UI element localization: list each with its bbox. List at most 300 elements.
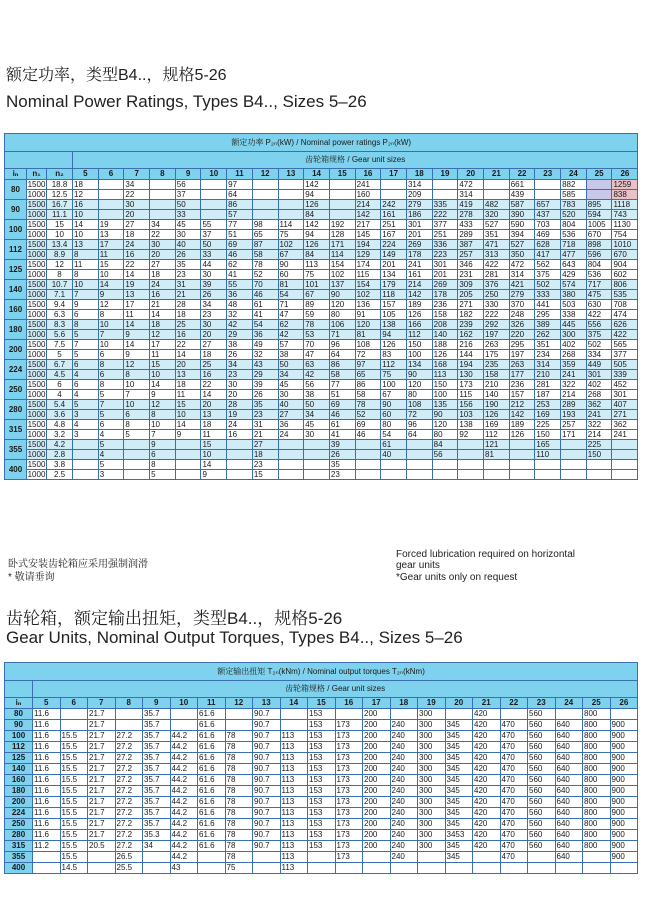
- ratio-cell: 355: [5, 440, 27, 460]
- size-header: 8: [115, 698, 143, 709]
- value-cell: 8: [150, 410, 176, 420]
- value-cell: [484, 180, 510, 190]
- value-cell: [381, 460, 407, 470]
- value-cell: 173: [458, 380, 484, 390]
- value-cell: 241: [406, 260, 432, 270]
- value-cell: 407: [612, 400, 638, 410]
- value-cell: 81: [484, 450, 510, 460]
- value-cell: 263: [509, 360, 535, 370]
- value-cell: [381, 180, 407, 190]
- value-cell: 437: [535, 210, 561, 220]
- value-cell: 15.5: [60, 808, 88, 819]
- value-cell: 7: [98, 330, 124, 340]
- value-cell: 234: [535, 350, 561, 360]
- value-cell: 13: [175, 370, 201, 380]
- value-cell: 43: [252, 360, 278, 370]
- value-cell: 22: [124, 260, 150, 270]
- value-cell: 640: [555, 731, 583, 742]
- section2-title-en: Gear Units, Nominal Output Torques, Types B4.., Sizes 5–26: [6, 628, 463, 647]
- value-cell: 9: [201, 470, 227, 480]
- value-cell: 743: [612, 210, 638, 220]
- value-cell: 45: [304, 420, 330, 430]
- value-cell: 289: [458, 230, 484, 240]
- value-cell: [278, 470, 304, 480]
- value-cell: 173: [335, 852, 363, 863]
- value-cell: 8: [150, 460, 176, 470]
- value-cell: 300: [418, 797, 446, 808]
- value-cell: 115: [355, 270, 381, 280]
- value-cell: 61.6: [198, 742, 226, 753]
- value-cell: 420: [473, 753, 501, 764]
- value-cell: [329, 190, 355, 200]
- value-cell: 470: [500, 819, 528, 830]
- value-cell: 16: [175, 330, 201, 340]
- ratio-cell: 355: [5, 852, 33, 863]
- value-cell: 67: [278, 250, 304, 260]
- n2-cell: 8.3: [47, 320, 73, 330]
- value-cell: 241: [612, 430, 638, 440]
- value-cell: 169: [484, 420, 510, 430]
- value-cell: [115, 720, 143, 731]
- table-header-label: 额定功率 P₂ₙ(kW) / Nominal power ratings P₂ₙ(kW): [5, 134, 638, 152]
- value-cell: 240: [390, 720, 418, 731]
- size-header: 21: [484, 169, 510, 180]
- value-cell: 114: [278, 220, 304, 230]
- value-cell: [329, 210, 355, 220]
- value-cell: 718: [561, 240, 587, 250]
- n2-cell: 18.8: [47, 180, 73, 190]
- value-cell: 102: [355, 290, 381, 300]
- value-cell: 6: [73, 380, 99, 390]
- ratio-cell: 280: [5, 400, 27, 420]
- value-cell: 9: [150, 440, 176, 450]
- value-cell: 97: [355, 360, 381, 370]
- value-cell: [390, 863, 418, 874]
- size-header: 14: [304, 169, 330, 180]
- ratio-cell: 125: [5, 753, 33, 764]
- value-cell: [227, 450, 253, 460]
- value-cell: 27.2: [115, 819, 143, 830]
- value-cell: 240: [390, 786, 418, 797]
- value-cell: [124, 450, 150, 460]
- value-cell: 15: [201, 440, 227, 450]
- value-cell: 20: [150, 250, 176, 260]
- value-cell: 472: [458, 180, 484, 190]
- column-header: iₙ: [5, 169, 27, 180]
- value-cell: 61.6: [198, 709, 226, 720]
- value-cell: 300: [418, 709, 446, 720]
- value-cell: [509, 450, 535, 460]
- value-cell: [363, 852, 391, 863]
- value-cell: 113: [280, 808, 308, 819]
- value-cell: 78: [225, 753, 253, 764]
- value-cell: 800: [583, 775, 611, 786]
- value-cell: 210: [484, 380, 510, 390]
- value-cell: [363, 863, 391, 874]
- value-cell: 9: [98, 290, 124, 300]
- n1-cell: 1500: [27, 179, 46, 189]
- n1-cell: 1500: [27, 239, 46, 249]
- n2-cell: 15: [47, 220, 73, 230]
- value-cell: 27.2: [115, 753, 143, 764]
- value-cell: 482: [484, 200, 510, 210]
- value-cell: 112: [406, 330, 432, 340]
- value-cell: 11.6: [33, 786, 61, 797]
- value-cell: 134: [406, 360, 432, 370]
- value-cell: [201, 180, 227, 190]
- value-cell: 46: [252, 290, 278, 300]
- ratio-cell: 160: [5, 300, 27, 320]
- value-cell: 19: [98, 220, 124, 230]
- value-cell: 81: [355, 330, 381, 340]
- value-cell: 23: [252, 460, 278, 470]
- value-cell: [88, 852, 116, 863]
- value-cell: 40: [278, 400, 304, 410]
- value-cell: 100: [432, 390, 458, 400]
- n1-cell: 1000: [27, 349, 46, 359]
- value-cell: 15.5: [60, 753, 88, 764]
- value-cell: 150: [432, 380, 458, 390]
- value-cell: 78: [225, 742, 253, 753]
- value-cell: 72: [406, 410, 432, 420]
- value-cell: 37: [201, 230, 227, 240]
- value-cell: 61.6: [198, 830, 226, 841]
- value-cell: [473, 852, 501, 863]
- value-cell: 14: [150, 310, 176, 320]
- value-cell: 900: [610, 764, 638, 775]
- column-header: iₙ: [5, 698, 33, 709]
- value-cell: 14: [175, 420, 201, 430]
- value-cell: 192: [329, 220, 355, 230]
- value-cell: 222: [484, 310, 510, 320]
- value-cell: 90: [329, 290, 355, 300]
- value-cell: 241: [561, 370, 587, 380]
- value-cell: 560: [528, 830, 556, 841]
- value-cell: 560: [528, 775, 556, 786]
- value-cell: 309: [458, 280, 484, 290]
- value-cell: 178: [432, 290, 458, 300]
- size-header: 13: [253, 698, 281, 709]
- size-header: 5: [33, 698, 61, 709]
- value-cell: 26: [227, 350, 253, 360]
- value-cell: 241: [586, 410, 612, 420]
- value-cell: 90.7: [253, 753, 281, 764]
- value-cell: 34: [278, 370, 304, 380]
- value-cell: 333: [535, 290, 561, 300]
- value-cell: 11: [201, 430, 227, 440]
- value-cell: 3: [98, 470, 124, 480]
- value-cell: 251: [432, 230, 458, 240]
- value-cell: 55: [227, 280, 253, 290]
- value-cell: 20: [201, 400, 227, 410]
- value-cell: 78: [225, 775, 253, 786]
- size-header: 18: [406, 169, 432, 180]
- value-cell: 165: [535, 440, 561, 450]
- value-cell: 370: [509, 300, 535, 310]
- value-cell: 214: [561, 390, 587, 400]
- n2-cell: 5.6: [47, 330, 73, 340]
- ratio-cell: 90: [5, 200, 27, 220]
- value-cell: 149: [381, 250, 407, 260]
- value-cell: 292: [484, 320, 510, 330]
- value-cell: 142: [304, 180, 330, 190]
- value-cell: 300: [561, 330, 587, 340]
- value-cell: 11: [175, 390, 201, 400]
- size-header: 26: [612, 169, 638, 180]
- value-cell: 420: [473, 775, 501, 786]
- value-cell: 25.5: [115, 863, 143, 874]
- value-cell: 402: [561, 340, 587, 350]
- value-cell: [528, 852, 556, 863]
- value-cell: 21.7: [88, 731, 116, 742]
- value-cell: 295: [509, 340, 535, 350]
- value-cell: 289: [561, 400, 587, 410]
- value-cell: 14: [124, 340, 150, 350]
- value-cell: 263: [484, 340, 510, 350]
- value-cell: 15: [98, 260, 124, 270]
- value-cell: 90.7: [253, 764, 281, 775]
- value-cell: [280, 720, 308, 731]
- value-cell: [98, 180, 124, 190]
- value-cell: 470: [500, 786, 528, 797]
- value-cell: 11.6: [33, 797, 61, 808]
- value-cell: 41: [227, 270, 253, 280]
- value-cell: [528, 863, 556, 874]
- value-cell: 10: [73, 210, 99, 220]
- value-cell: 640: [555, 720, 583, 731]
- value-cell: 661: [509, 180, 535, 190]
- note-en-forced-lubrication: Forced lubrication required on horizontal gear units: [396, 549, 575, 571]
- value-cell: 120: [432, 420, 458, 430]
- value-cell: [561, 470, 587, 480]
- value-cell: 136: [355, 300, 381, 310]
- value-cell: [308, 863, 336, 874]
- value-cell: 339: [612, 370, 638, 380]
- value-cell: [278, 180, 304, 190]
- size-header: 6: [60, 698, 88, 709]
- value-cell: 420: [473, 764, 501, 775]
- table-row: [5, 852, 638, 863]
- value-cell: 194: [355, 240, 381, 250]
- value-cell: 14: [201, 390, 227, 400]
- n1-cell: 1500: [27, 219, 46, 229]
- value-cell: 75: [278, 230, 304, 240]
- value-cell: [225, 720, 253, 731]
- value-cell: 173: [335, 753, 363, 764]
- value-cell: [252, 200, 278, 210]
- size-header: 23: [528, 698, 556, 709]
- value-cell: 106: [329, 320, 355, 330]
- value-cell: 882: [561, 180, 587, 190]
- ratio-cell: 112: [5, 240, 27, 260]
- table-row: [5, 420, 638, 430]
- value-cell: [150, 190, 176, 200]
- value-cell: 1010: [612, 240, 638, 250]
- value-cell: 35.7: [143, 797, 171, 808]
- size-header: 22: [500, 698, 528, 709]
- value-cell: [445, 709, 473, 720]
- value-cell: 16: [150, 290, 176, 300]
- value-cell: 65: [355, 370, 381, 380]
- value-cell: 201: [381, 260, 407, 270]
- value-cell: 212: [509, 400, 535, 410]
- value-cell: 126: [484, 410, 510, 420]
- value-cell: 153: [308, 830, 336, 841]
- value-cell: [253, 863, 281, 874]
- value-cell: 134: [381, 270, 407, 280]
- value-cell: 44.2: [170, 731, 198, 742]
- value-cell: 300: [418, 830, 446, 841]
- value-cell: 113: [432, 370, 458, 380]
- value-cell: 174: [355, 260, 381, 270]
- n1-cell: 1000: [27, 329, 46, 339]
- value-cell: [406, 440, 432, 450]
- size-header: 24: [555, 698, 583, 709]
- value-cell: 78: [225, 797, 253, 808]
- n1-cell: 1000: [27, 409, 46, 419]
- value-cell: 9: [150, 390, 176, 400]
- value-cell: 77: [227, 220, 253, 230]
- value-cell: 21.7: [88, 709, 116, 720]
- value-cell: [304, 470, 330, 480]
- value-cell: 90.7: [253, 786, 281, 797]
- value-cell: 377: [432, 220, 458, 230]
- value-cell: 26.5: [115, 852, 143, 863]
- value-cell: [170, 709, 198, 720]
- value-cell: 562: [535, 260, 561, 270]
- value-cell: 39: [329, 440, 355, 450]
- value-cell: 345: [445, 797, 473, 808]
- value-cell: 115: [458, 390, 484, 400]
- size-header: 15: [329, 169, 355, 180]
- value-cell: 326: [509, 320, 535, 330]
- value-cell: 87: [252, 240, 278, 250]
- value-cell: 900: [610, 797, 638, 808]
- value-cell: 113: [280, 841, 308, 852]
- torque-table: [4, 662, 638, 874]
- value-cell: 314: [458, 190, 484, 200]
- value-cell: 269: [406, 240, 432, 250]
- value-cell: 11.6: [33, 709, 61, 720]
- value-cell: 169: [535, 410, 561, 420]
- value-cell: [198, 852, 226, 863]
- value-cell: 565: [612, 340, 638, 350]
- ratio-cell: 224: [5, 808, 33, 819]
- value-cell: 12: [124, 360, 150, 370]
- column-header: n₂: [47, 169, 73, 180]
- value-cell: 194: [458, 360, 484, 370]
- value-cell: 90.7: [253, 775, 281, 786]
- value-cell: 100: [406, 350, 432, 360]
- value-cell: 21.7: [88, 830, 116, 841]
- value-cell: 800: [583, 742, 611, 753]
- ratio-cell: 100: [5, 220, 27, 240]
- value-cell: 35.7: [143, 720, 171, 731]
- value-cell: 78: [225, 852, 253, 863]
- value-cell: [432, 180, 458, 190]
- value-cell: 120: [406, 380, 432, 390]
- value-cell: 90.7: [253, 830, 281, 841]
- value-cell: 240: [390, 753, 418, 764]
- value-cell: [484, 190, 510, 200]
- ratio-cell: 250: [5, 819, 33, 830]
- value-cell: 433: [458, 220, 484, 230]
- table-row: [5, 709, 638, 720]
- value-cell: 173: [335, 720, 363, 731]
- value-cell: 394: [509, 230, 535, 240]
- value-cell: 46: [355, 430, 381, 440]
- value-cell: 142: [406, 290, 432, 300]
- value-cell: 520: [561, 210, 587, 220]
- value-cell: 18: [150, 320, 176, 330]
- table-row: [5, 390, 638, 400]
- value-cell: [509, 460, 535, 470]
- value-cell: 21.7: [88, 764, 116, 775]
- value-cell: 345: [445, 764, 473, 775]
- value-cell: 16: [201, 370, 227, 380]
- value-cell: 35.7: [143, 731, 171, 742]
- value-cell: 22: [124, 190, 150, 200]
- table-row: [5, 290, 638, 300]
- value-cell: 640: [555, 841, 583, 852]
- value-cell: 240: [390, 808, 418, 819]
- value-cell: 153: [308, 764, 336, 775]
- value-cell: 420: [473, 786, 501, 797]
- value-cell: 804: [586, 260, 612, 270]
- subheader-row: [5, 681, 638, 698]
- value-cell: 25: [201, 360, 227, 370]
- value-cell: 703: [535, 220, 561, 230]
- n1-cell: 1000: [27, 209, 46, 219]
- value-cell: 503: [561, 300, 587, 310]
- value-cell: 153: [308, 808, 336, 819]
- table-row: [5, 230, 638, 240]
- value-cell: 900: [610, 841, 638, 852]
- table-row: [5, 786, 638, 797]
- value-cell: 20.5: [88, 841, 116, 852]
- value-cell: 173: [335, 797, 363, 808]
- value-cell: 84: [432, 440, 458, 450]
- value-cell: [60, 709, 88, 720]
- value-cell: 236: [509, 380, 535, 390]
- value-cell: 350: [509, 250, 535, 260]
- value-cell: 21.7: [88, 797, 116, 808]
- value-cell: [175, 460, 201, 470]
- value-cell: 300: [418, 720, 446, 731]
- table-row: [5, 841, 638, 852]
- value-cell: 220: [509, 330, 535, 340]
- value-cell: [329, 180, 355, 190]
- value-cell: 536: [561, 230, 587, 240]
- n2-cell: 4.2: [47, 440, 73, 450]
- value-cell: [252, 180, 278, 190]
- value-cell: [227, 440, 253, 450]
- value-cell: 11: [124, 310, 150, 320]
- value-cell: [73, 440, 99, 450]
- value-cell: 187: [535, 390, 561, 400]
- value-cell: 560: [528, 786, 556, 797]
- value-cell: 345: [445, 753, 473, 764]
- value-cell: [150, 200, 176, 210]
- value-cell: 52: [252, 270, 278, 280]
- value-cell: 78: [225, 841, 253, 852]
- value-cell: [304, 460, 330, 470]
- value-cell: [555, 863, 583, 874]
- value-cell: 390: [509, 210, 535, 220]
- value-cell: 422: [612, 330, 638, 340]
- value-cell: 470: [500, 830, 528, 841]
- value-cell: 61.6: [198, 753, 226, 764]
